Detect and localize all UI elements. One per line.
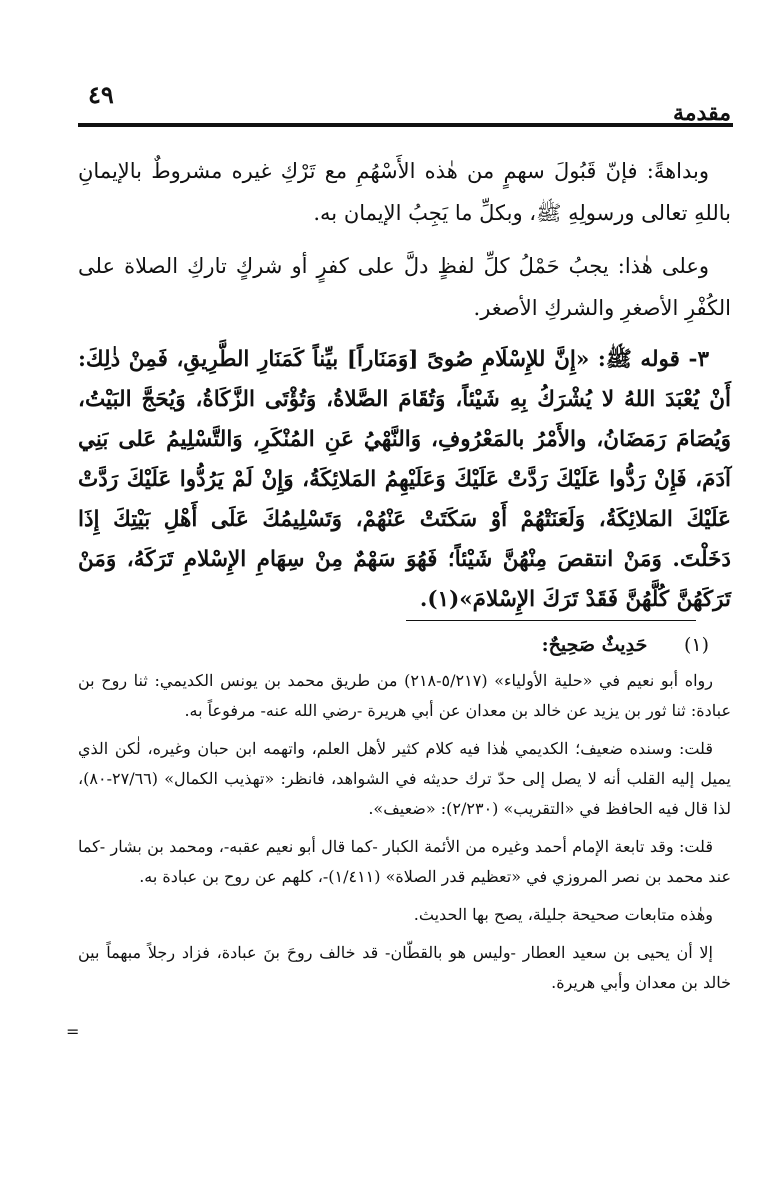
paragraph-2: وعلى هٰذا: يجبُ حَمْلُ كلِّ لفظٍ دلَّ على كفرٍ أو شركٍ تاركِ الصلاة على الكُفْرِ الأصغرِ والشركِ الأصغر. bbox=[78, 254, 731, 320]
footnote-heading-label: حَدِيثٌ صَحِيحٌ: bbox=[541, 634, 648, 656]
footnote-paragraph-2: قلت: وسنده ضعيف؛ الكديمي هٰذا فيه كلام كثير لأهل العلم، واتهمه ابن حبان وغيره، لٰكن الذي يميل إليه القلب أنه لا يصل إلى حدّ ترك حديثه في الشواهد، فانظر: «تهذيب الكمال» (٢٧/٦٦-٨٠)، لذا قال فيه الحافظ في «التقريب» (٢/٢٣٠): «ضعيف». bbox=[78, 739, 732, 818]
main-text bbox=[78, 150, 731, 631]
continuation-mark: = bbox=[66, 1022, 80, 1041]
paragraph-hadith: ٣- قوله ﷺ: «إِنَّ للإِسْلَامِ صُوىً [وَمَنَاراً] بيِّناً كَمَنَارِ الطَّرِيقِ، فَمِنْ ذٰلِكَ: أَنْ يُعْبَدَ اللهُ لا يُشْرَكُ بِهِ شَيْئاً، وَتُقَامَ الصَّلاةُ، وَتُؤْتَى الزَّكَاةُ، وَيُحَجَّ البَيْتُ، وَيُصَامَ رَمَضَانُ، والأَمْرُ بالمَعْرُوفِ، وَالنَّهْيُ عَنِ المُنْكَرِ، وَالتَّسْلِيمُ عَلى بَنِي آدَمَ، فَإِنْ رَدُّوا عَلَيْكَ رَدَّتْ عَلَيْكَ وَعَلَيْهِمُ المَلائِكَةُ، وَإِنْ لَمْ يَرُدُّوا عَلَيْكَ رَدَّتْ عَلَيْكَ المَلائِكَةُ، وَلَعَنَتْهُمْ أَوْ سَكَتَتْ عَنْهُمْ، وَتَسْلِيمُكَ عَلَى أَهْلِ بَيْتِكَ إِذَا دَخَلْتَ. وَمَنْ انتقصَ مِنْهُنَّ شَيْئاً؛ فَهُوَ سَهْمٌ مِنْ سِهَامِ الإِسْلامِ تَرَكَهُ، وَمَنْ تَرَكَهُنَّ كُلَّهُنَّ فَقَدْ تَرَكَ الإِسْلامَ»(١). bbox=[78, 347, 731, 612]
footnote-paragraph-1: رواه أبو نعيم في «حلية الأولياء» (٥/٢١٧-٢١٨) من طريق محمد بن يونس الكديمي: ثنا روح بن عبادة: ثنا ثور بن يزيد عن خالد بن معدان عن أبي هريرة -رضي الله عنه- مرفوعاً به. bbox=[78, 671, 731, 720]
footnote-heading bbox=[78, 628, 731, 662]
footnote-paragraph-4: وهٰذه متابعات صحيحة جليلة، يصح بها الحديث. bbox=[413, 905, 713, 924]
paragraph-1: وبداهةً: فإنّ قَبُولَ سهمٍ من هٰذه الأَسْهُمِ مع تَرْكِ غيره مشروطٌ بالإيمانِ باللهِ تعالى ورسولِهِ ﷺ، وبكلِّ ما يَجِبُ الإيمان به. bbox=[78, 159, 731, 225]
footnotes bbox=[78, 628, 731, 1006]
running-title: مقدمة bbox=[672, 100, 731, 126]
header-rule bbox=[78, 123, 733, 127]
footnote-paragraph-5: إلا أن يحيى بن سعيد العطار -وليس هو بالقطّان- قد خالف روحَ بنَ عبادة، فزاد رجلاً مبهماً بين خالد بن معدان وأبي هريرة. bbox=[78, 943, 731, 992]
footnote-number: (١) bbox=[683, 634, 709, 656]
footnote-paragraph-3: قلت: وقد تابعة الإمام أحمد وغيره من الأئمة الكبار -كما قال أبو نعيم عقبه-، ومحمد بن بشار -كما عند محمد بن نصر المروزي في «تعظيم قدر الصلاة» (١/٤١١)-، كلهم عن روح بن عبادة به. bbox=[78, 837, 731, 886]
footnote-rule bbox=[406, 620, 696, 621]
page-number: ٤٩ bbox=[88, 80, 114, 109]
